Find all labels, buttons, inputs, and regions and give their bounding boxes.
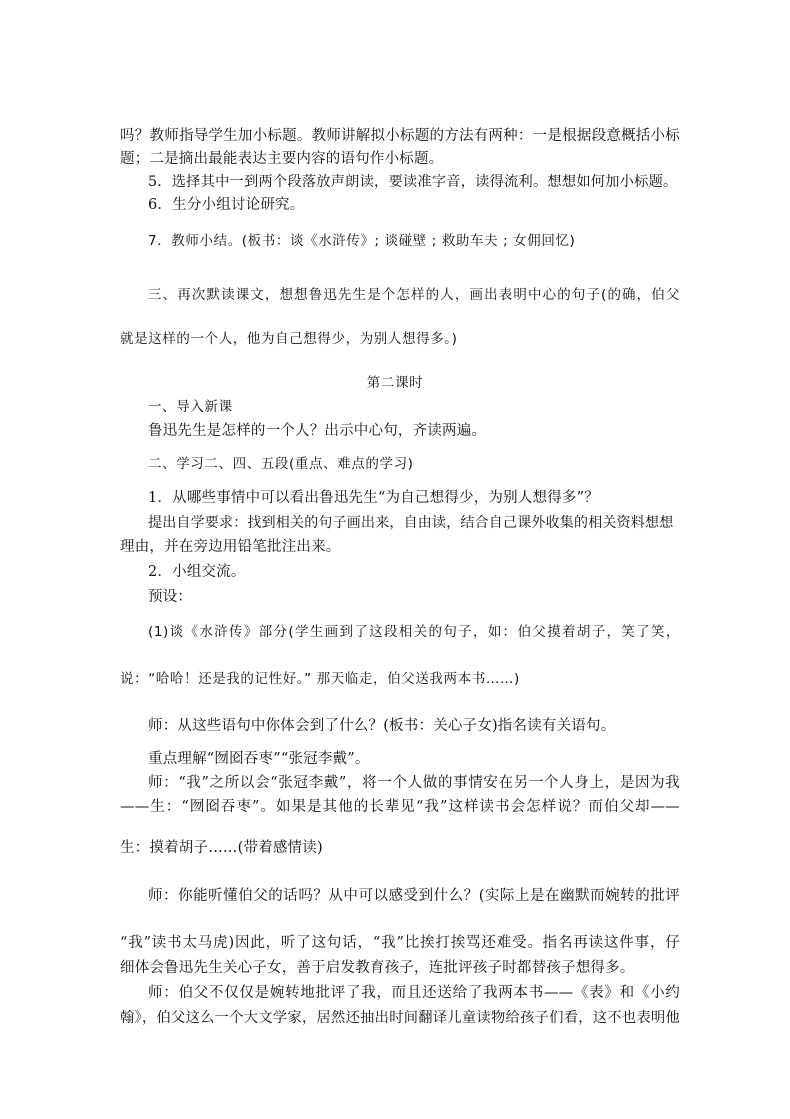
text-line: 二、学习二、四、五段(重点、难点的学习) (148, 456, 414, 472)
text-line: 2．小组交流。 (148, 564, 246, 580)
text-line: 重点理解“囫囵吞枣”“张冠李戴”。 (148, 751, 370, 767)
text-line: 三、再次默读课文，想想鲁迅先生是个怎样的人，画出表明中心的句子(的确，伯父 (148, 287, 680, 303)
text-line: 师：你能听懂伯父的话吗？从中可以感受到什么？(实际上是在幽默而婉转的批评 (148, 888, 680, 904)
text-line: “我”读书太马虎)因此，听了这句话，“我”比挨打挨骂还难受。指名再读这件事，仔 (120, 935, 680, 951)
text-line: 5．选择其中一到两个段落放声朗读，要读准字音，读得流利。想想如何加小标题。 (148, 174, 678, 190)
text-line: 一、导入新课 (148, 399, 233, 415)
text-line: 7．教师小结。(板书：谈《水浒传》; 谈碰壁 ; 救助车夫 ; 女佣回忆) (148, 233, 576, 249)
text-line: 师：伯父不仅仅是婉转地批评了我，而且还送给了我两本书——《表》和《小约 (148, 985, 680, 1001)
text-line: 预设： (148, 589, 193, 605)
section-heading: 第二课时 (366, 375, 424, 391)
text-line: 6．生分小组讨论研究。 (148, 197, 305, 213)
text-line: 鲁迅先生是怎样的一个人？出示中心句，齐读两遍。 (148, 423, 487, 439)
text-line: 生：摸着胡子……(带着感情读) (120, 840, 323, 856)
text-line: 题；二是摘出最能表达主要内容的语句作小标题。 (120, 151, 444, 167)
text-line: ——生：“囫囵吞枣”。如果是其他的长辈见“我”这样读书会怎样说？而伯父却—— (120, 799, 680, 815)
text-line: 提出自学要求：找到相关的句子画出来，自由读，结合自己课外收集的相关资料想想 (148, 515, 674, 531)
text-line: 师：从这些语句中你体会到了什么？(板书：关心子女)指名读有关语句。 (148, 718, 616, 734)
text-line: 理由，并在旁边用铅笔批注出来。 (120, 539, 341, 555)
text-line: 细体会鲁迅先生关心子女，善于启发教育孩子，连批评孩子时都替孩子想得多。 (120, 960, 635, 976)
text-line: 就是这样的一个人，他为自己想得少，为别人想得多。) (120, 331, 458, 347)
text-line: (1)谈《水浒传》部分(学生画到了这段相关的句子，如：伯父摸着胡子，笑了笑， (148, 624, 680, 640)
text-line: 师：“我”之所以会“张冠李戴”，将一个人做的事情安在另一个人身上，是因为我 (148, 775, 680, 791)
text-line: 1．从哪些事情中可以看出鲁迅先生“为自己想得少，为别人想得多”？ (148, 490, 599, 506)
text-line: 吗？教师指导学生加小标题。教师讲解拟小标题的方法有两种：一是根据段意概括小标 (120, 128, 680, 144)
text-line: 说：“哈哈！还是我的记性好。” 那天临走，伯父送我两本书……) (120, 671, 520, 687)
text-line: 翰》，伯父这么一个大文学家，居然还抽出时间翻译儿童读物给孩子们看，这不也表明他 (120, 1010, 680, 1026)
